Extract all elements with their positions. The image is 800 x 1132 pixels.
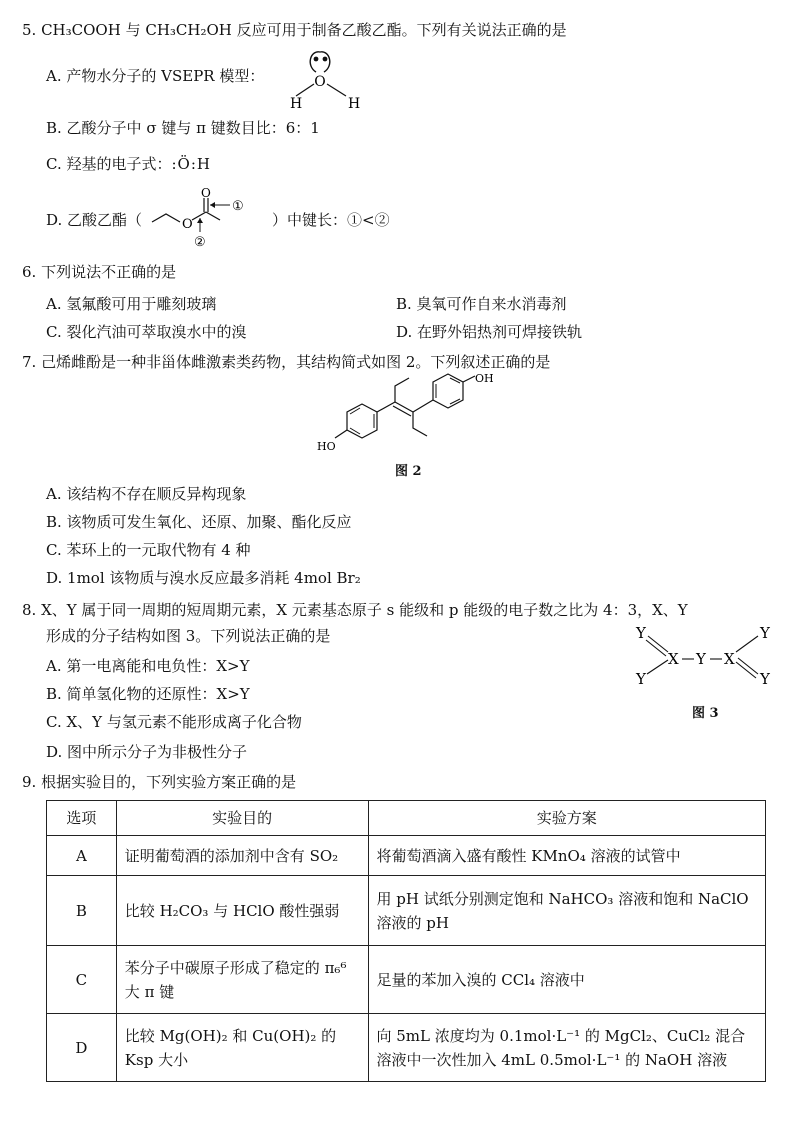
- lone-pair-electron: [323, 57, 328, 62]
- row-option: B: [47, 876, 117, 946]
- experiment-table: [46, 800, 766, 1082]
- table-row: [47, 1014, 766, 1082]
- o-h-bond: [327, 84, 346, 96]
- q5-option-c-label: C. 羟基的电子式：: [46, 155, 172, 173]
- bond-mark-1: ①: [232, 199, 244, 214]
- row-plan: 将葡萄酒滴入盛有酸性 KMnO₄ 溶液的试管中: [368, 836, 766, 876]
- row-plan: 足量的苯加入溴的 CCl₄ 溶液中: [368, 946, 766, 1014]
- atom-x: X: [724, 650, 735, 668]
- row-plan: 向 5mL 浓度均为 0.1mol·L⁻¹ 的 MgCl₂、CuCl₂ 混合溶液中一次性加入 4mL 0.5mol·L⁻¹ 的 NaOH 溶液: [368, 1014, 766, 1082]
- header-plan: 实验方案: [368, 801, 766, 836]
- q7-option-a: A. 该结构不存在顺反异构现象: [46, 485, 247, 503]
- q5-option-c: [46, 154, 211, 174]
- benzene-ring-right: [433, 374, 463, 408]
- row-goal: 证明葡萄酒的添加剂中含有 SO₂: [116, 836, 368, 876]
- row-option: C: [47, 946, 117, 1014]
- atom-y: Y: [636, 624, 646, 642]
- hydroxyl-top: OH: [475, 372, 494, 385]
- q8-stem-line2: 形成的分子结构如图 3。下列说法正确的是: [46, 627, 331, 645]
- table-row: [47, 876, 766, 946]
- c-c-bond: [206, 212, 220, 220]
- q8-option-a: A. 第一电离能和电负性：X>Y: [46, 657, 250, 675]
- diethylstilbestrol-structure: [315, 372, 505, 462]
- ring-double-bond: [350, 428, 360, 434]
- q5-stem: 5. CH₃COOH 与 CH₃CH₂OH 反应可用于制备乙酸乙酯。下列有关说法正确的是: [22, 21, 567, 39]
- oxygen-atom: O: [314, 74, 326, 90]
- ethyl-chain: [152, 214, 180, 222]
- q7-option-c: C. 苯环上的一元取代物有 4 种: [46, 541, 251, 559]
- row-option: A: [47, 836, 117, 876]
- atom-y: Y: [696, 650, 706, 668]
- ring-double-bond: [450, 399, 460, 404]
- arrow-head: [210, 202, 215, 208]
- water-vsepr-diagram: [280, 46, 370, 112]
- c-c-double-bond: [395, 402, 413, 412]
- ring-double-bond: [350, 408, 360, 414]
- q6-stem: 6. 下列说法不正确的是: [22, 263, 177, 281]
- ethyl-group-top: [395, 378, 409, 402]
- header-option: 选项: [47, 801, 117, 836]
- c-oh-bond: [463, 376, 475, 382]
- row-option: D: [47, 1014, 117, 1082]
- q5-option-a: A. 产物水分子的 VSEPR 模型：: [46, 67, 265, 85]
- table-row: [47, 946, 766, 1014]
- q7-stem: 7. 己烯雌酚是一种非甾体雌激素类药物，其结构简式如图 2。下列叙述正确的是: [22, 353, 551, 371]
- ethyl-group-bottom: [413, 412, 427, 436]
- q7-option-d: D. 1mol 该物质与溴水反应最多消耗 4mol Br₂: [46, 569, 361, 587]
- c-ring-bond: [377, 402, 395, 412]
- q5-option-d-prefix: D. 乙酸乙酯（: [46, 211, 143, 229]
- c-o-single-bond: [192, 212, 206, 220]
- lone-pair-electron: [314, 57, 319, 62]
- figure-2-caption: 图 2: [395, 464, 422, 479]
- hydrogen-atom: H: [348, 96, 361, 112]
- bond-mark-2: ②: [194, 235, 206, 250]
- q9-stem: 9. 根据实验目的，下列实验方案正确的是: [22, 773, 297, 791]
- row-goal: 比较 Mg(OH)₂ 和 Cu(OH)₂ 的 Ksp 大小: [116, 1014, 368, 1082]
- c-c-double-bond: [393, 406, 411, 416]
- x-y-bond: [647, 660, 668, 674]
- table-header-row: [47, 801, 766, 836]
- hydroxyl-bottom: HO: [317, 440, 336, 453]
- atom-y: Y: [636, 670, 646, 688]
- benzene-ring-left: [347, 404, 377, 438]
- ring-double-bond: [450, 378, 460, 383]
- q5-option-d-suffix: ）中键长：①<②: [272, 211, 390, 229]
- hydrogen-atom: H: [290, 96, 303, 112]
- q8-option-c: C. X、Y 与氢元素不能形成离子化合物: [46, 713, 302, 731]
- q7-option-b: B. 该物质可发生氧化、还原、加聚、酯化反应: [46, 513, 352, 531]
- row-plan: 用 pH 试纸分别测定饱和 NaHCO₃ 溶液和饱和 NaClO 溶液的 pH: [368, 876, 766, 946]
- carbonyl-oxygen: O: [201, 188, 211, 200]
- q6-option-c: C. 裂化汽油可萃取溴水中的溴: [46, 323, 247, 341]
- q5-option-b: B. 乙酸分子中 σ 键与 π 键数目比：6：1: [46, 119, 320, 137]
- hydroxyl-electron-formula: :Ö:H: [171, 155, 211, 173]
- header-goal: 实验目的: [116, 801, 368, 836]
- xy-molecule-structure: [630, 622, 780, 692]
- c-oh-bond: [335, 430, 347, 438]
- c-ring-bond: [413, 400, 433, 412]
- q6-option-b: B. 臭氧可作自来水消毒剂: [396, 295, 567, 313]
- q6-option-d: D. 在野外铝热剂可焊接铁轨: [396, 323, 583, 341]
- atom-y: Y: [760, 670, 770, 688]
- ester-oxygen: O: [182, 217, 193, 232]
- figure-3-caption: 图 3: [692, 706, 719, 721]
- q6-option-a: A. 氢氟酸可用于雕刻玻璃: [46, 295, 217, 313]
- ethyl-acetate-skeleton: [148, 188, 278, 250]
- o-h-bond: [296, 84, 314, 96]
- arrow-head: [197, 218, 203, 223]
- row-goal: 苯分子中碳原子形成了稳定的 π₆⁶ 大 π 键: [116, 946, 368, 1014]
- lone-pair-lobe: [310, 52, 330, 72]
- q8-option-b: B. 简单氢化物的还原性：X>Y: [46, 685, 250, 703]
- atom-y: Y: [760, 624, 770, 642]
- x-y-bond: [736, 636, 758, 652]
- q8-option-d: D. 图中所示分子为非极性分子: [46, 743, 248, 761]
- q8-stem-line1: 8. X、Y 属于同一周期的短周期元素，X 元素基态原子 s 能级和 p 能级的电子数之比为 4：3，X、Y: [22, 601, 688, 619]
- table-row: [47, 836, 766, 876]
- atom-x: X: [668, 650, 679, 668]
- row-goal: 比较 H₂CO₃ 与 HClO 酸性强弱: [116, 876, 368, 946]
